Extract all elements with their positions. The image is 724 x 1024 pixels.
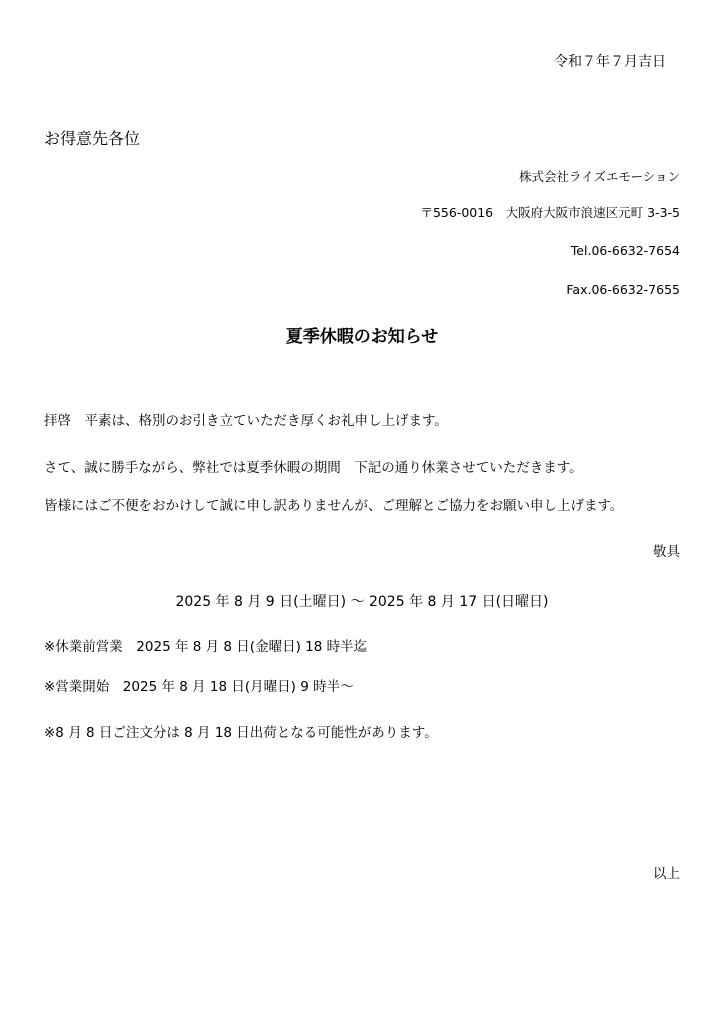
holiday-period: 2025 年 8 月 9 日(土曜日) 〜 2025 年 8 月 17 日(日曜日): [175, 594, 549, 610]
paragraph-2: 皆様にはご不便をおかけして誠に申し訳ありませんが、ご理解とご協力をお願い申し上げます。: [44, 498, 624, 514]
note-before-holiday: ※休業前営業 2025 年 8 月 8 日(金曜日) 18 時半迄: [44, 639, 368, 655]
end-mark: 以上: [653, 866, 680, 882]
sender-fax: Fax.06-6632-7655: [566, 282, 680, 297]
greeting: 拝啓 平素は、格別のお引き立ていただき厚くお礼申し上げます。: [44, 413, 448, 429]
sender-address: 〒556-0016 大阪府大阪市浪速区元町 3-3-5: [420, 205, 680, 220]
document-date: 令和７年７月吉日: [554, 54, 666, 70]
paragraph-1: さて、誠に勝手ながら、弊社では夏季休暇の期間 下記の通り休業させていただきます。: [44, 460, 583, 476]
closing: 敬具: [653, 544, 680, 560]
note-shipping: ※8 月 8 日ご注文分は 8 月 18 日出荷となる可能性があります。: [44, 725, 438, 741]
recipient: お得意先各位: [44, 129, 141, 148]
note-business-resume: ※営業開始 2025 年 8 月 18 日(月曜日) 9 時半〜: [44, 679, 354, 695]
sender-company: 株式会社ライズエモーション: [518, 169, 680, 184]
document-title: 夏季休暇のお知らせ: [285, 327, 439, 347]
sender-tel: Tel.06-6632-7654: [570, 243, 680, 258]
